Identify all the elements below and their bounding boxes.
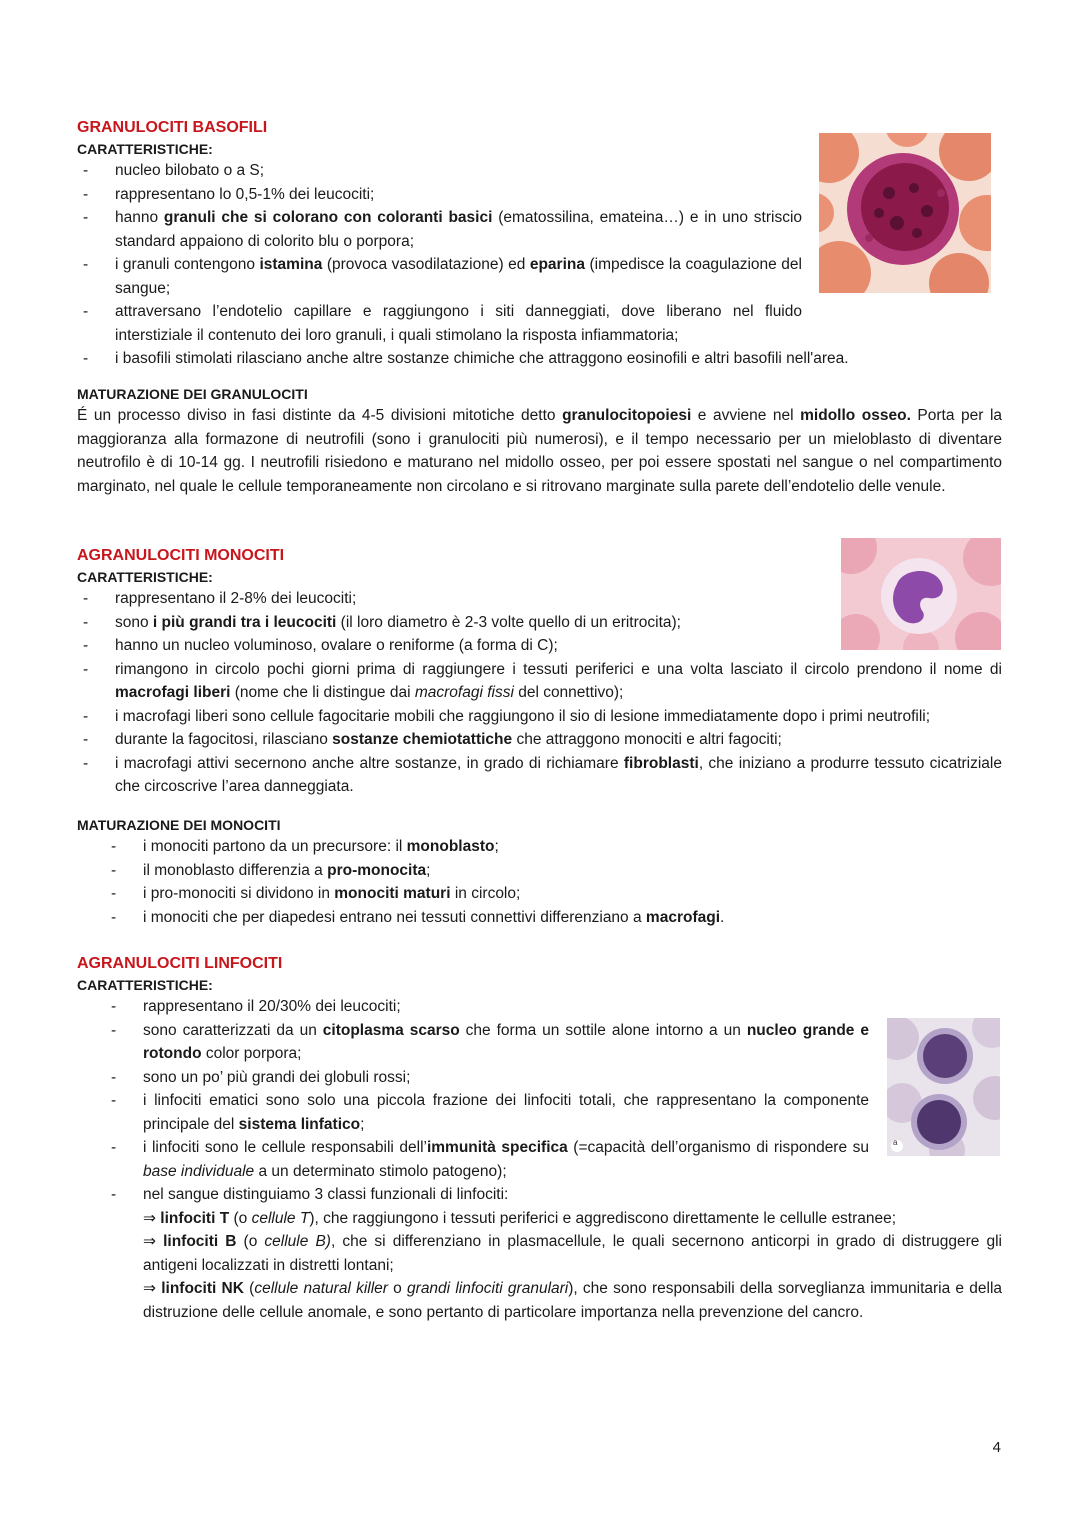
basophil-cell-icon — [819, 133, 991, 293]
monocyte-cell-icon — [841, 538, 1001, 650]
list-item: - sono i più grandi tra i leucociti (il loro diametro è 2-3 volte quello di un eritrocita); — [77, 611, 827, 635]
list-item: - rappresentano lo 0,5-1% dei leucociti; — [77, 183, 802, 207]
list-item: - i basofili stimolati rilasciano anche altre sostanze chimiche che attraggono eosinofili e altri basofili nell'area. — [77, 347, 1002, 371]
section-subtitle: CARATTERISTICHE: — [77, 141, 213, 157]
section-maturazione-monociti — [77, 815, 1002, 929]
list-item: - rimangono in circolo pochi giorni prima di raggiungere i tessuti periferici e una volta lasciato il circolo prendono il nome di macrofagi liberi (nome che li distingue dai macrofagi fissi del connettivo); — [77, 658, 1002, 705]
section-subtitle: MATURAZIONE DEI MONOCITI — [77, 817, 281, 833]
list-item: - sono caratterizzati da un citoplasma scarso che forma un sottile alone intorno a un nucleo grande e rotondo color porpora; — [77, 1019, 869, 1066]
list-item: - nucleo bilobato o a S; — [77, 159, 802, 183]
list-item: - sono un po’ più grandi dei globuli rossi; — [77, 1066, 869, 1090]
list-item: - i linfociti sono le cellule responsabili dell’immunità specifica (=capacità dell’organismo di rispondere su base individuale a un determinato stimolo patogeno); — [77, 1136, 869, 1183]
section-subtitle: CARATTERISTICHE: — [77, 569, 213, 585]
list-item: - i macrofagi liberi sono cellule fagocitarie mobili che raggiungono il sio di lesione immediatamente dopo i primi neutrofili; — [77, 705, 1002, 729]
list-item: - i monociti partono da un precursore: il monoblasto; — [77, 835, 1002, 859]
list-item: - hanno un nucleo voluminoso, ovalare o reniforme (a forma di C); — [77, 634, 827, 658]
list-item: - rappresentano il 2-8% dei leucociti; — [77, 587, 827, 611]
monocyte-image — [841, 538, 1001, 650]
list-item: - i monociti che per diapedesi entrano nei tessuti connettivi differenziano a macrofagi. — [77, 906, 1002, 930]
image-label: a — [893, 1138, 898, 1147]
paragraph: É un processo diviso in fasi distinte da 4-5 divisioni mitotiche detto granulocitopoiesi e avviene nel midollo osseo. Porta per la maggioranza alla formazone di neutrofili (sono i granulociti più numerosi), e il tempo necessario per un mieloblasto di diventare neutrofilo è di 10-14 gg. I neutrofili risiedono e maturano nel midollo osseo, per poi essere spostati nel sangue o nel compartimento marginato, nel quale le cellule temporaneamente non circolano e si ritrovano marginate sulla parete dell’endotelio delle venule. — [77, 407, 1003, 495]
list-item: - il monoblasto differenzia a pro-monocita; — [77, 859, 1002, 883]
list-item: - i granuli contengono istamina (provoca vasodilatazione) ed eparina (impedisce la coagulazione del sangue; — [77, 253, 802, 300]
list-item: - attraversano l’endotelio capillare e raggiungono i siti danneggiati, dove liberano nel fluido interstiziale il contenuto dei loro granuli, i quali stimolano la risposta infiammatoria; — [77, 300, 802, 347]
page-number: 4 — [992, 1439, 1001, 1456]
list-item: ⇒ linfociti B (o cellule B), che si differenziano in plasmacellule, le quali secernono anticorpi in grado di distruggere gli antigeni localizzati in distretti lontani; — [143, 1233, 1002, 1274]
list-item: - hanno granuli che si colorano con coloranti basici (ematossilina, emateina…) e in uno striscio standard appaiono di colorito blu o porpora; — [77, 206, 802, 253]
list-item: ⇒ linfociti NK (cellule natural killer o grandi linfociti granulari), che sono responsabili della sorveglianza immunitaria e della distruzione delle cellule anomale, e sono pertanto di particolare importanza nella prevenzione del cancro. — [143, 1280, 1003, 1321]
list-item: - durante la fagocitosi, rilasciano sostanze chemiotattiche che attraggono monociti e altri fagociti; — [77, 728, 1002, 752]
section-linfociti — [77, 952, 1002, 1324]
section-subtitle: MATURAZIONE DEI GRANULOCITI — [77, 386, 308, 402]
basophil-image — [819, 133, 991, 293]
list-item: - i linfociti ematici sono solo una piccola frazione dei linfociti totali, che rappresentano la componente principale del sistema linfatico; — [77, 1089, 869, 1136]
bullet-list — [77, 835, 1002, 929]
lymphocyte-image — [887, 1018, 1000, 1156]
list-item: - i pro-monociti si dividono in monociti maturi in circolo; — [77, 882, 1002, 906]
section-title: GRANULOCITI BASOFILI — [77, 119, 268, 136]
lymphocyte-classes — [77, 1207, 1002, 1325]
list-item: - rappresentano il 20/30% dei leucociti; — [77, 995, 869, 1019]
list-item: ⇒ linfociti T (o cellule T), che raggiungono i tessuti periferici e aggrediscono direttamente le cellulle estranee; — [143, 1209, 897, 1227]
section-title: AGRANULOCITI MONOCITI — [77, 547, 285, 564]
section-title: AGRANULOCITI LINFOCITI — [77, 955, 283, 972]
section-subtitle: CARATTERISTICHE: — [77, 977, 213, 993]
lymphocyte-cell-icon — [887, 1018, 1000, 1156]
section-maturazione-granulociti — [77, 384, 1002, 498]
bullet-list — [77, 995, 1002, 1207]
list-item: - i macrofagi attivi secernono anche altre sostanze, in grado di richiamare fibroblasti, che iniziano a produrre tessuto cicatriziale che circoscrive l’area danneggiata. — [77, 752, 1002, 799]
list-item: - nel sangue distinguiamo 3 classi funzionali di linfociti: — [77, 1183, 1002, 1207]
